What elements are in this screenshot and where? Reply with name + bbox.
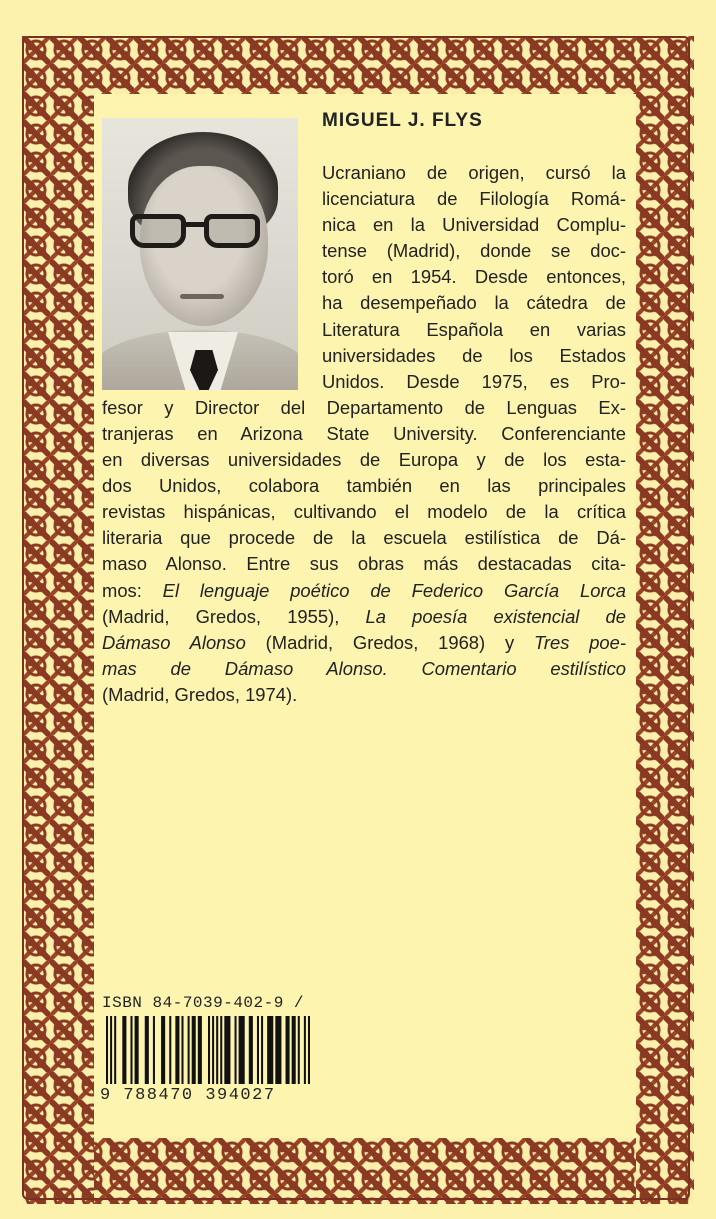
bio-works-line-5: (Madrid, Gredos, 1974). — [102, 683, 298, 705]
bio-line: tense (Madrid), donde se doc- — [322, 240, 626, 262]
bio-line: Unidos. Desde 1975, es Pro- — [322, 370, 626, 392]
barcode-bar — [275, 1016, 281, 1084]
bio-line: Literatura Española en varias — [322, 318, 626, 340]
bio-line: maso Alonso. Entre sus obras más destacadas cita- — [102, 553, 626, 575]
work-title-2b: Dámaso Alonso — [102, 631, 246, 653]
barcode-bar — [106, 1016, 108, 1084]
work-pub-1: (Madrid, Gredos, 1955), — [102, 605, 366, 627]
barcode-bars — [104, 1016, 312, 1084]
bio-line: dos Unidos, colabora también en las principales — [102, 475, 626, 497]
barcode-bar — [308, 1016, 310, 1084]
barcode-bar — [286, 1016, 290, 1084]
bio-line: revistas hispánicas, cultivando el modelo de la crítica — [102, 501, 626, 523]
barcode-bar — [169, 1016, 171, 1084]
barcode-bar — [161, 1016, 165, 1084]
barcode-bar — [198, 1016, 202, 1084]
barcode-bar — [239, 1016, 245, 1084]
barcode-bar — [153, 1016, 155, 1084]
author-name: MIGUEL J. FLYS — [322, 110, 483, 131]
bio-line: tranjeras en Arizona State University. Conferenciante — [102, 422, 626, 444]
bio-line: literaria que procede de la escuela estilística de Dá- — [102, 527, 626, 549]
barcode-bar — [257, 1016, 259, 1084]
work-pub-2: (Madrid, Gredos, 1968) y — [245, 631, 534, 653]
barcode-bar — [175, 1016, 179, 1084]
barcode-bar — [192, 1016, 196, 1084]
barcode-bar — [122, 1016, 126, 1084]
bio-works-line-3 — [102, 630, 626, 656]
barcode-bar — [292, 1016, 296, 1084]
bio-works-line-1 — [102, 578, 626, 604]
bio-works-line-2 — [102, 604, 626, 630]
bio-line: universidades de los Estados — [322, 344, 626, 366]
barcode-bar — [261, 1016, 263, 1084]
barcode-bar — [181, 1016, 183, 1084]
barcode-bar — [304, 1016, 306, 1084]
author-biography — [102, 160, 626, 708]
barcode-bar — [188, 1016, 190, 1084]
bio-line: nica en la Universidad Complu- — [322, 214, 626, 236]
bio-line: licenciatura de Filología Romá- — [322, 188, 626, 210]
barcode-bar — [208, 1016, 210, 1084]
barcode-bar — [130, 1016, 132, 1084]
barcode-bar — [220, 1016, 222, 1084]
barcode-bar — [145, 1016, 149, 1084]
isbn-label: ISBN 84-7039-402-9 / — [102, 994, 305, 1012]
barcode-bar — [267, 1016, 273, 1084]
bio-works-line-4 — [102, 656, 626, 682]
barcode-bar — [212, 1016, 214, 1084]
work-title-3b: mas de Dámaso Alonso. Comentario estilístico — [102, 657, 626, 679]
work-title-3a: Tres poe- — [533, 631, 626, 653]
work-title-1: El lenguaje poético de Federico García Lorca — [162, 579, 626, 601]
bio-line: ha desempeñado la cátedra de — [322, 292, 626, 314]
barcode-bar — [216, 1016, 218, 1084]
barcode-bar — [110, 1016, 112, 1084]
bio-line: Ucraniano de origen, cursó la — [322, 162, 626, 183]
barcode-bar — [235, 1016, 237, 1084]
barcode-bar — [135, 1016, 139, 1084]
barcode-bar — [224, 1016, 230, 1084]
work-title-2: La poesía existencial de — [365, 605, 627, 627]
barcode-bar — [249, 1016, 253, 1084]
bio-line: en diversas universidades de Europa y de los esta- — [102, 449, 626, 471]
works-prefix: mos: — [102, 579, 163, 601]
barcode-digits: 9 788470 394027 — [100, 1086, 276, 1105]
barcode-bar — [298, 1016, 300, 1084]
barcode — [104, 1016, 312, 1084]
barcode-bar — [114, 1016, 116, 1084]
bio-line: fesor y Director del Departamento de Lenguas Ex- — [102, 396, 626, 418]
bio-line: toró en 1954. Desde entonces, — [322, 266, 626, 288]
